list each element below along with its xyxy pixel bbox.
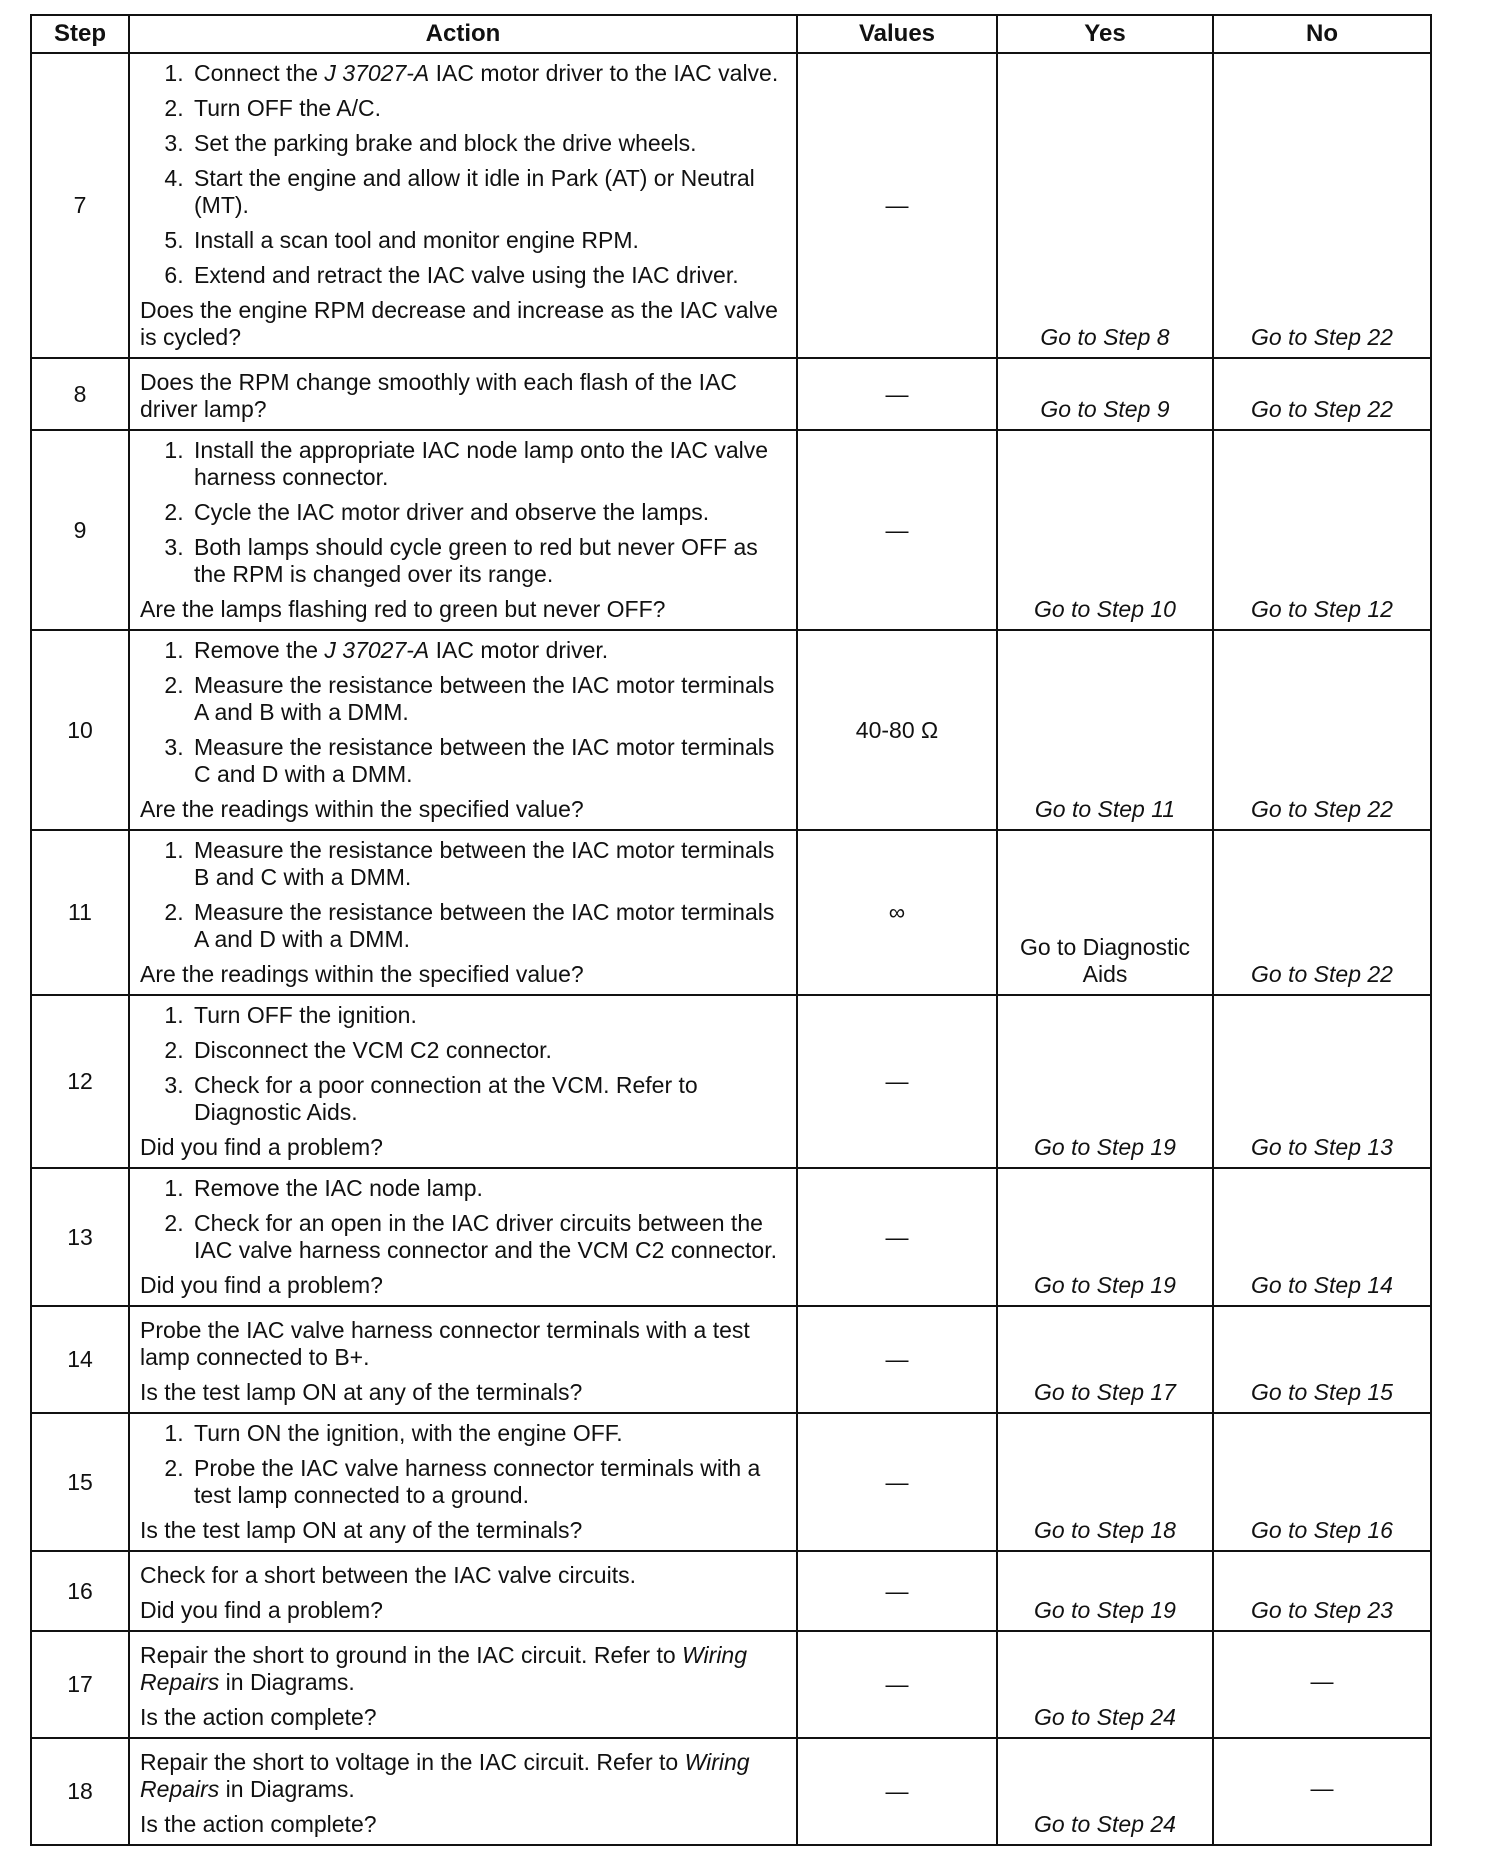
- step-number: 9: [31, 430, 129, 630]
- action-step: [190, 1210, 788, 1264]
- diagnostic-table: [30, 14, 1432, 1846]
- action-cell: [129, 1413, 797, 1551]
- no-result: Go to Step 22: [1213, 830, 1431, 995]
- action-steps-list: [140, 1420, 788, 1509]
- table-row: [31, 1631, 1431, 1738]
- no-result: Go to Step 16: [1213, 1413, 1431, 1551]
- action-step: [190, 1175, 788, 1202]
- text: Measure the resistance between the IAC motor terminals A and B with a DMM.: [194, 672, 775, 725]
- value-cell: —: [797, 358, 997, 430]
- action-cell: [129, 1551, 797, 1631]
- text: Repair the short to voltage in the IAC circuit. Refer to: [140, 1749, 685, 1775]
- text: Turn OFF the A/C.: [194, 95, 382, 121]
- action-cell: [129, 430, 797, 630]
- action-steps-list: [140, 60, 788, 289]
- text: Both lamps should cycle green to red but never OFF as the RPM is changed over its range.: [194, 534, 758, 587]
- step-number: 11: [31, 830, 129, 995]
- action-step: [190, 734, 788, 788]
- table-row: [31, 995, 1431, 1168]
- action-question: [140, 1272, 788, 1299]
- text: Repair the short to ground in the IAC circuit. Refer to: [140, 1642, 683, 1668]
- no-result: Go to Step 22: [1213, 53, 1431, 358]
- value-cell: —: [797, 1306, 997, 1413]
- action-cell: [129, 995, 797, 1168]
- step-number: 16: [31, 1551, 129, 1631]
- action-question: [140, 1704, 788, 1731]
- action-question: [140, 1379, 788, 1406]
- action-step: [190, 60, 788, 87]
- text: Install a scan tool and monitor engine RPM.: [194, 227, 639, 253]
- action-step: [190, 437, 788, 491]
- text: Cycle the IAC motor driver and observe the lamps.: [194, 499, 710, 525]
- table-row: [31, 430, 1431, 630]
- action-step: [190, 1002, 788, 1029]
- yes-result: Go to Step 17: [997, 1306, 1213, 1413]
- text: Does the engine RPM decrease and increase as the IAC valve is cycled?: [140, 297, 778, 350]
- step-number: 8: [31, 358, 129, 430]
- value-cell: —: [797, 995, 997, 1168]
- action-step: [190, 534, 788, 588]
- action-cell: [129, 1168, 797, 1306]
- yes-result: Go to Step 24: [997, 1738, 1213, 1845]
- text: Measure the resistance between the IAC motor terminals C and D with a DMM.: [194, 734, 775, 787]
- text: Remove the: [194, 637, 325, 663]
- no-result: Go to Step 22: [1213, 630, 1431, 830]
- text: Set the parking brake and block the drive wheels.: [194, 130, 697, 156]
- action-question: [140, 1642, 788, 1696]
- action-question: [140, 1134, 788, 1161]
- action-step: [190, 1072, 788, 1126]
- text: Are the readings within the specified value?: [140, 961, 584, 987]
- action-question: [140, 1749, 788, 1803]
- yes-result: Go to Step 19: [997, 1168, 1213, 1306]
- text: Check for an open in the IAC driver circuits between the IAC valve harness connector and the VCM C2 connector.: [194, 1210, 777, 1263]
- text: IAC motor driver.: [429, 637, 609, 663]
- text: Are the lamps flashing red to green but never OFF?: [140, 596, 666, 622]
- yes-result: Go to Step 19: [997, 1551, 1213, 1631]
- text: Extend and retract the IAC valve using the IAC driver.: [194, 262, 739, 288]
- text: Does the RPM change smoothly with each flash of the IAC driver lamp?: [140, 369, 738, 422]
- no-result: Go to Step 12: [1213, 430, 1431, 630]
- italic-reference: J 37027-A: [324, 637, 430, 663]
- action-step: [190, 262, 788, 289]
- yes-result: Go to Step 9: [997, 358, 1213, 430]
- no-result: —: [1213, 1631, 1431, 1738]
- action-step: [190, 130, 788, 157]
- table-row: [31, 830, 1431, 995]
- text: Are the readings within the specified value?: [140, 796, 584, 822]
- text: Disconnect the VCM C2 connector.: [194, 1037, 552, 1063]
- no-result: Go to Step 15: [1213, 1306, 1431, 1413]
- action-step: [190, 1455, 788, 1509]
- action-question: [140, 1517, 788, 1544]
- action-question: [140, 596, 788, 623]
- action-steps-list: [140, 1002, 788, 1126]
- text: Probe the IAC valve harness connector terminals with a test lamp connected to B+.: [140, 1317, 750, 1370]
- step-number: 10: [31, 630, 129, 830]
- table-row: [31, 1551, 1431, 1631]
- text: Measure the resistance between the IAC motor terminals A and D with a DMM.: [194, 899, 775, 952]
- header-row: [31, 15, 1431, 53]
- text: Start the engine and allow it idle in Park (AT) or Neutral (MT).: [194, 165, 755, 218]
- value-cell: —: [797, 1413, 997, 1551]
- action-question: [140, 796, 788, 823]
- text: Probe the IAC valve harness connector terminals with a test lamp connected to a ground.: [194, 1455, 761, 1508]
- yes-result: Go to Step 19: [997, 995, 1213, 1168]
- header-step: Step: [31, 15, 129, 53]
- action-question: [140, 1317, 788, 1371]
- header-action: Action: [129, 15, 797, 53]
- italic-reference: Wiring Repairs: [140, 1642, 748, 1695]
- action-steps-list: [140, 1175, 788, 1264]
- action-steps-list: [140, 837, 788, 953]
- text: Remove the IAC node lamp.: [194, 1175, 483, 1201]
- action-step: [190, 672, 788, 726]
- action-step: [190, 95, 788, 122]
- action-step: [190, 499, 788, 526]
- table-row: [31, 53, 1431, 358]
- table-row: [31, 1306, 1431, 1413]
- action-steps-list: [140, 637, 788, 788]
- action-cell: [129, 1631, 797, 1738]
- step-number: 15: [31, 1413, 129, 1551]
- no-result: Go to Step 23: [1213, 1551, 1431, 1631]
- text: Connect the: [194, 60, 325, 86]
- text: Is the action complete?: [140, 1704, 377, 1730]
- action-cell: [129, 630, 797, 830]
- text: Check for a poor connection at the VCM. Refer to Diagnostic Aids.: [194, 1072, 698, 1125]
- table-row: [31, 358, 1431, 430]
- text: Turn ON the ignition, with the engine OFF.: [194, 1420, 623, 1446]
- value-cell: —: [797, 53, 997, 358]
- text: Install the appropriate IAC node lamp onto the IAC valve harness connector.: [194, 437, 769, 490]
- action-cell: [129, 1738, 797, 1845]
- text: in Diagrams.: [219, 1776, 355, 1802]
- header-no: No: [1213, 15, 1431, 53]
- action-step: [190, 637, 788, 664]
- action-steps-list: [140, 437, 788, 588]
- value-cell: 40-80 Ω: [797, 630, 997, 830]
- no-result: Go to Step 13: [1213, 995, 1431, 1168]
- table-row: [31, 1413, 1431, 1551]
- text: Did you find a problem?: [140, 1597, 383, 1623]
- step-number: 12: [31, 995, 129, 1168]
- text: Did you find a problem?: [140, 1134, 383, 1160]
- value-cell: —: [797, 1738, 997, 1845]
- action-cell: [129, 1306, 797, 1413]
- step-number: 7: [31, 53, 129, 358]
- action-step: [190, 1037, 788, 1064]
- text: Turn OFF the ignition.: [194, 1002, 417, 1028]
- header-yes: Yes: [997, 15, 1213, 53]
- header-values: Values: [797, 15, 997, 53]
- yes-result: Go to Step 8: [997, 53, 1213, 358]
- value-cell: —: [797, 1631, 997, 1738]
- table-body: [31, 53, 1431, 1845]
- text: Is the action complete?: [140, 1811, 377, 1837]
- yes-result: Go to Step 11: [997, 630, 1213, 830]
- italic-reference: J 37027-A: [324, 60, 430, 86]
- step-number: 13: [31, 1168, 129, 1306]
- text: Measure the resistance between the IAC motor terminals B and C with a DMM.: [194, 837, 775, 890]
- table-row: [31, 1168, 1431, 1306]
- step-number: 17: [31, 1631, 129, 1738]
- value-cell: —: [797, 430, 997, 630]
- action-cell: [129, 830, 797, 995]
- action-step: [190, 837, 788, 891]
- action-question: [140, 369, 788, 423]
- no-result: —: [1213, 1738, 1431, 1845]
- text: Is the test lamp ON at any of the terminals?: [140, 1379, 583, 1405]
- table-row: [31, 630, 1431, 830]
- text: Did you find a problem?: [140, 1272, 383, 1298]
- action-question: [140, 1811, 788, 1838]
- action-question: [140, 961, 788, 988]
- yes-result: Go to Step 10: [997, 430, 1213, 630]
- yes-result: Go to Step 18: [997, 1413, 1213, 1551]
- step-number: 18: [31, 1738, 129, 1845]
- no-result: Go to Step 22: [1213, 358, 1431, 430]
- action-question: [140, 1597, 788, 1624]
- action-step: [190, 899, 788, 953]
- step-number: 14: [31, 1306, 129, 1413]
- value-cell: ∞: [797, 830, 997, 995]
- action-step: [190, 165, 788, 219]
- action-cell: [129, 358, 797, 430]
- text: Is the test lamp ON at any of the terminals?: [140, 1517, 583, 1543]
- value-cell: —: [797, 1551, 997, 1631]
- action-question: [140, 1562, 788, 1589]
- action-question: [140, 297, 788, 351]
- no-result: Go to Step 14: [1213, 1168, 1431, 1306]
- action-cell: [129, 53, 797, 358]
- action-step: [190, 227, 788, 254]
- action-step: [190, 1420, 788, 1447]
- value-cell: —: [797, 1168, 997, 1306]
- text: IAC motor driver to the IAC valve.: [429, 60, 779, 86]
- yes-result: Go to Diagnostic Aids: [997, 830, 1213, 995]
- text: in Diagrams.: [219, 1669, 355, 1695]
- italic-reference: Wiring Repairs: [140, 1749, 750, 1802]
- text: Check for a short between the IAC valve circuits.: [140, 1562, 636, 1588]
- table-row: [31, 1738, 1431, 1845]
- yes-result: Go to Step 24: [997, 1631, 1213, 1738]
